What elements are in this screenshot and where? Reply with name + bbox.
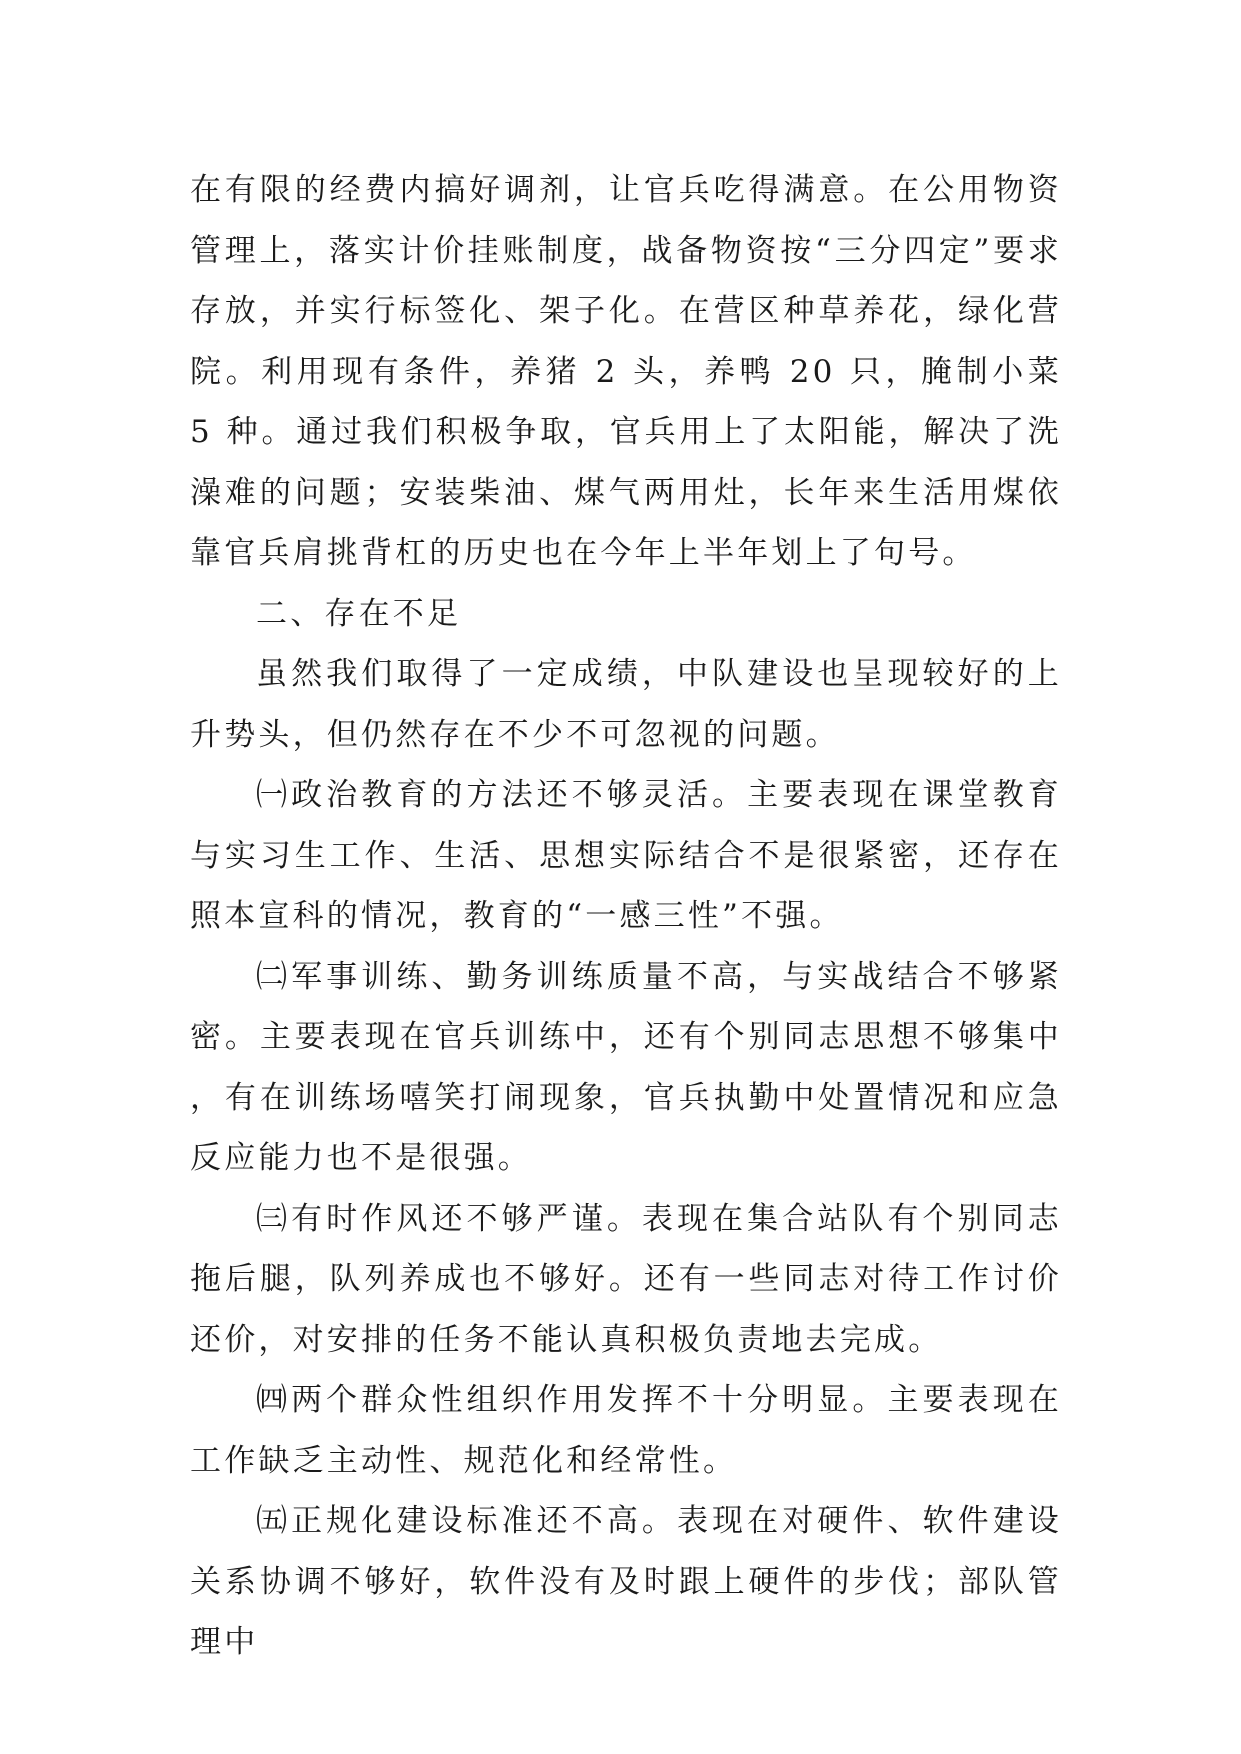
paragraph-continued: 在有限的经费内搞好调剂，让官兵吃得满意。在公用物资管理上，落实计价挂账制度，战备物资按“三分四定”要求存放，并实行标签化、架子化。在营区种草养花，绿化营院。利用现有条件，养猪 2 头，养鸭 20 只，腌制小菜 5 种。通过我们积极争取，官兵用上了太阳能，解决了洗澡难的问题；安装柴油、煤气两用灶，长年来生活用煤依靠官兵肩挑背杠的历史也在今年上半年划上了句号。 bbox=[190, 172, 1062, 571]
paragraph-item-4: ㈣两个群众性组织作用发挥不十分明显。主要表现在工作缺乏主动性、规范化和经常性。 bbox=[190, 1382, 1062, 1479]
paragraph-item-2: ㈡军事训练、勤务训练质量不高，与实战结合不够紧密。主要表现在官兵训练中，还有个别同志思想不够集中，有在训练场嘻笑打闹现象，官兵执勤中处置情况和应急反应能力也不是很强。 bbox=[190, 958, 1062, 1176]
paragraph-item-5: ㈤正规化建设标准还不高。表现在对硬件、软件建设关系协调不够好，软件没有及时跟上硬件的步伐；部队管理中 bbox=[190, 1503, 1062, 1660]
paragraph-item-3: ㈢有时作风还不够严谨。表现在集合站队有个别同志拖后腿，队列养成也不够好。还有一些同志对待工作讨价还价，对安排的任务不能认真积极负责地去完成。 bbox=[190, 1200, 1062, 1358]
section-heading: 二、存在不足 bbox=[256, 595, 462, 632]
document-body bbox=[190, 160, 1062, 1673]
paragraph-item-1: ㈠政治教育的方法还不够灵活。主要表现在课堂教育与实习生工作、生活、思想实际结合不是很紧密，还存在照本宣科的情况，教育的“一感三性”不强。 bbox=[190, 777, 1062, 934]
paragraph-intro: 虽然我们取得了一定成绩，中队建设也呈现较好的上升势头，但仍然存在不少不可忽视的问题。 bbox=[190, 656, 1062, 753]
